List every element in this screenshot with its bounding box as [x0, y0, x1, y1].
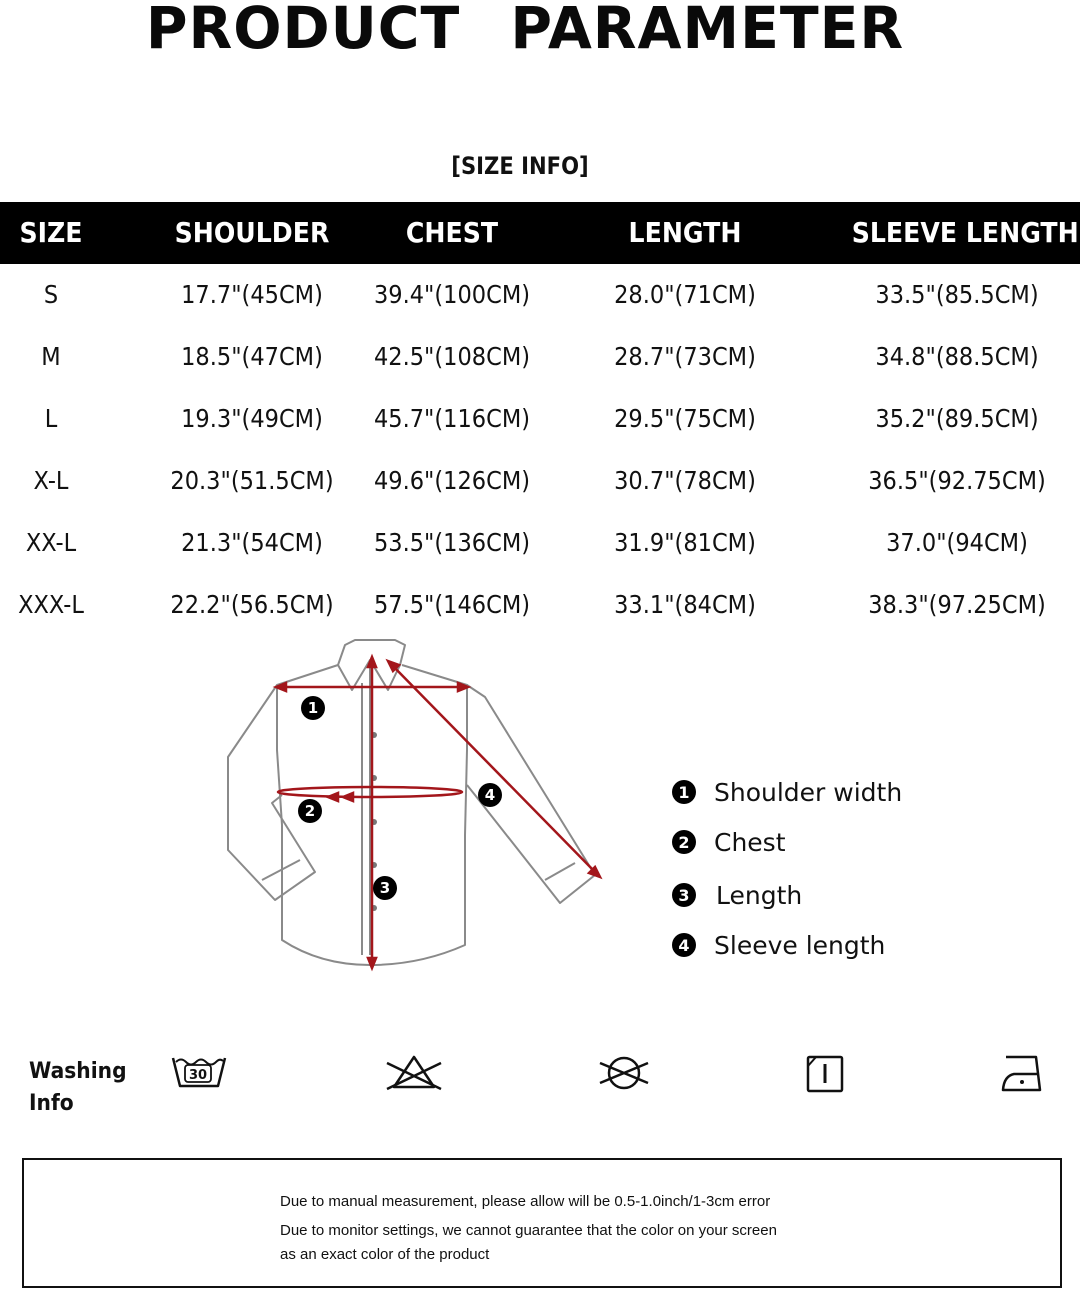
legend-item-shoulder-width — [672, 775, 902, 809]
marker-2-icon: 2 — [672, 830, 696, 854]
column-header-size: SIZE — [19, 216, 83, 249]
cell-chest: 45.7"(116CM) — [373, 404, 531, 433]
cell-shoulder: 18.5"(47CM) — [181, 342, 323, 371]
legend-item-sleeve-length — [672, 928, 885, 962]
column-header-sleeve-length: SLEEVE LENGTH — [851, 216, 1079, 249]
column-header-shoulder: SHOULDER — [174, 216, 330, 249]
legend-item-chest — [672, 825, 786, 859]
cell-sleeve-length: 35.2"(89.5CM) — [875, 404, 1039, 433]
cell-shoulder: 22.2"(56.5CM) — [170, 590, 334, 619]
cell-chest: 49.6"(126CM) — [373, 466, 531, 495]
svg-text:3: 3 — [379, 879, 391, 897]
table-row — [0, 326, 1080, 388]
marker-3-icon: 3 — [672, 883, 696, 907]
marker-1-icon: 1 — [672, 780, 696, 804]
notice-line-1: Due to manual measurement, please allow will be 0.5-1.0inch/1-3cm error — [280, 1193, 771, 1210]
measurement-notice-box — [22, 1158, 1062, 1288]
notice-line-3: as an exact color of the product — [280, 1246, 490, 1263]
cell-shoulder: 19.3"(49CM) — [181, 404, 323, 433]
cell-shoulder: 17.7"(45CM) — [181, 280, 323, 309]
cell-sleeve-length: 34.8"(88.5CM) — [875, 342, 1039, 371]
cell-chest: 53.5"(136CM) — [373, 528, 531, 557]
marker-4-icon: 4 — [672, 933, 696, 957]
size-table-header — [0, 202, 1080, 264]
table-row — [0, 388, 1080, 450]
legend-item-length — [672, 878, 802, 912]
washing-label-line2: Info — [29, 1091, 74, 1116]
table-row — [0, 574, 1080, 636]
svg-text:30: 30 — [188, 1068, 208, 1083]
washing-info-label — [29, 1056, 127, 1120]
washing-label-line1: Washing — [29, 1059, 127, 1084]
legend-label: Length — [716, 880, 803, 910]
legend-label: Shoulder width — [714, 777, 903, 807]
legend-label: Chest — [714, 827, 786, 857]
cell-chest: 39.4"(100CM) — [373, 280, 531, 309]
cell-size: M — [41, 342, 61, 371]
table-row — [0, 450, 1080, 512]
cell-length: 28.0"(71CM) — [614, 280, 756, 309]
svg-text:2: 2 — [304, 802, 316, 820]
cell-length: 29.5"(75CM) — [614, 404, 756, 433]
size-info-heading: [SIZE INFO] — [451, 152, 589, 180]
cell-length: 31.9"(81CM) — [614, 528, 756, 557]
iron-low-icon — [1000, 1054, 1044, 1094]
cell-sleeve-length: 38.3"(97.25CM) — [868, 590, 1046, 619]
cell-length: 30.7"(78CM) — [614, 466, 756, 495]
do-not-tumble-dry-icon — [597, 1053, 651, 1093]
cell-size: XXX-L — [18, 590, 84, 619]
cell-shoulder: 21.3"(54CM) — [181, 528, 323, 557]
cell-size: X-L — [33, 466, 69, 495]
svg-text:1: 1 — [307, 699, 319, 717]
table-row — [0, 264, 1080, 326]
cell-sleeve-length: 33.5"(85.5CM) — [875, 280, 1039, 309]
cell-size: S — [43, 280, 59, 309]
cell-sleeve-length: 37.0"(94CM) — [886, 528, 1028, 557]
svg-text:4: 4 — [484, 786, 496, 804]
do-not-bleach-icon — [384, 1053, 444, 1093]
cell-chest: 42.5"(108CM) — [373, 342, 531, 371]
wash-30-icon — [170, 1052, 228, 1092]
cell-size: XX-L — [25, 528, 77, 557]
cell-length: 28.7"(73CM) — [614, 342, 756, 371]
cell-sleeve-length: 36.5"(92.75CM) — [868, 466, 1046, 495]
cell-length: 33.1"(84CM) — [614, 590, 756, 619]
notice-line-2: Due to monitor settings, we cannot guarantee that the color on your screen — [280, 1222, 777, 1239]
page-title: PRODUCT PARAMETER — [145, 0, 905, 62]
column-header-length: LENGTH — [628, 216, 742, 249]
cell-chest: 57.5"(146CM) — [373, 590, 531, 619]
cell-shoulder: 20.3"(51.5CM) — [170, 466, 334, 495]
shirt-measurement-diagram — [220, 635, 620, 975]
table-row — [0, 512, 1080, 574]
drip-dry-icon — [805, 1054, 845, 1094]
column-header-chest: CHEST — [405, 216, 499, 249]
legend-label: Sleeve length — [714, 930, 886, 960]
cell-size: L — [44, 404, 58, 433]
